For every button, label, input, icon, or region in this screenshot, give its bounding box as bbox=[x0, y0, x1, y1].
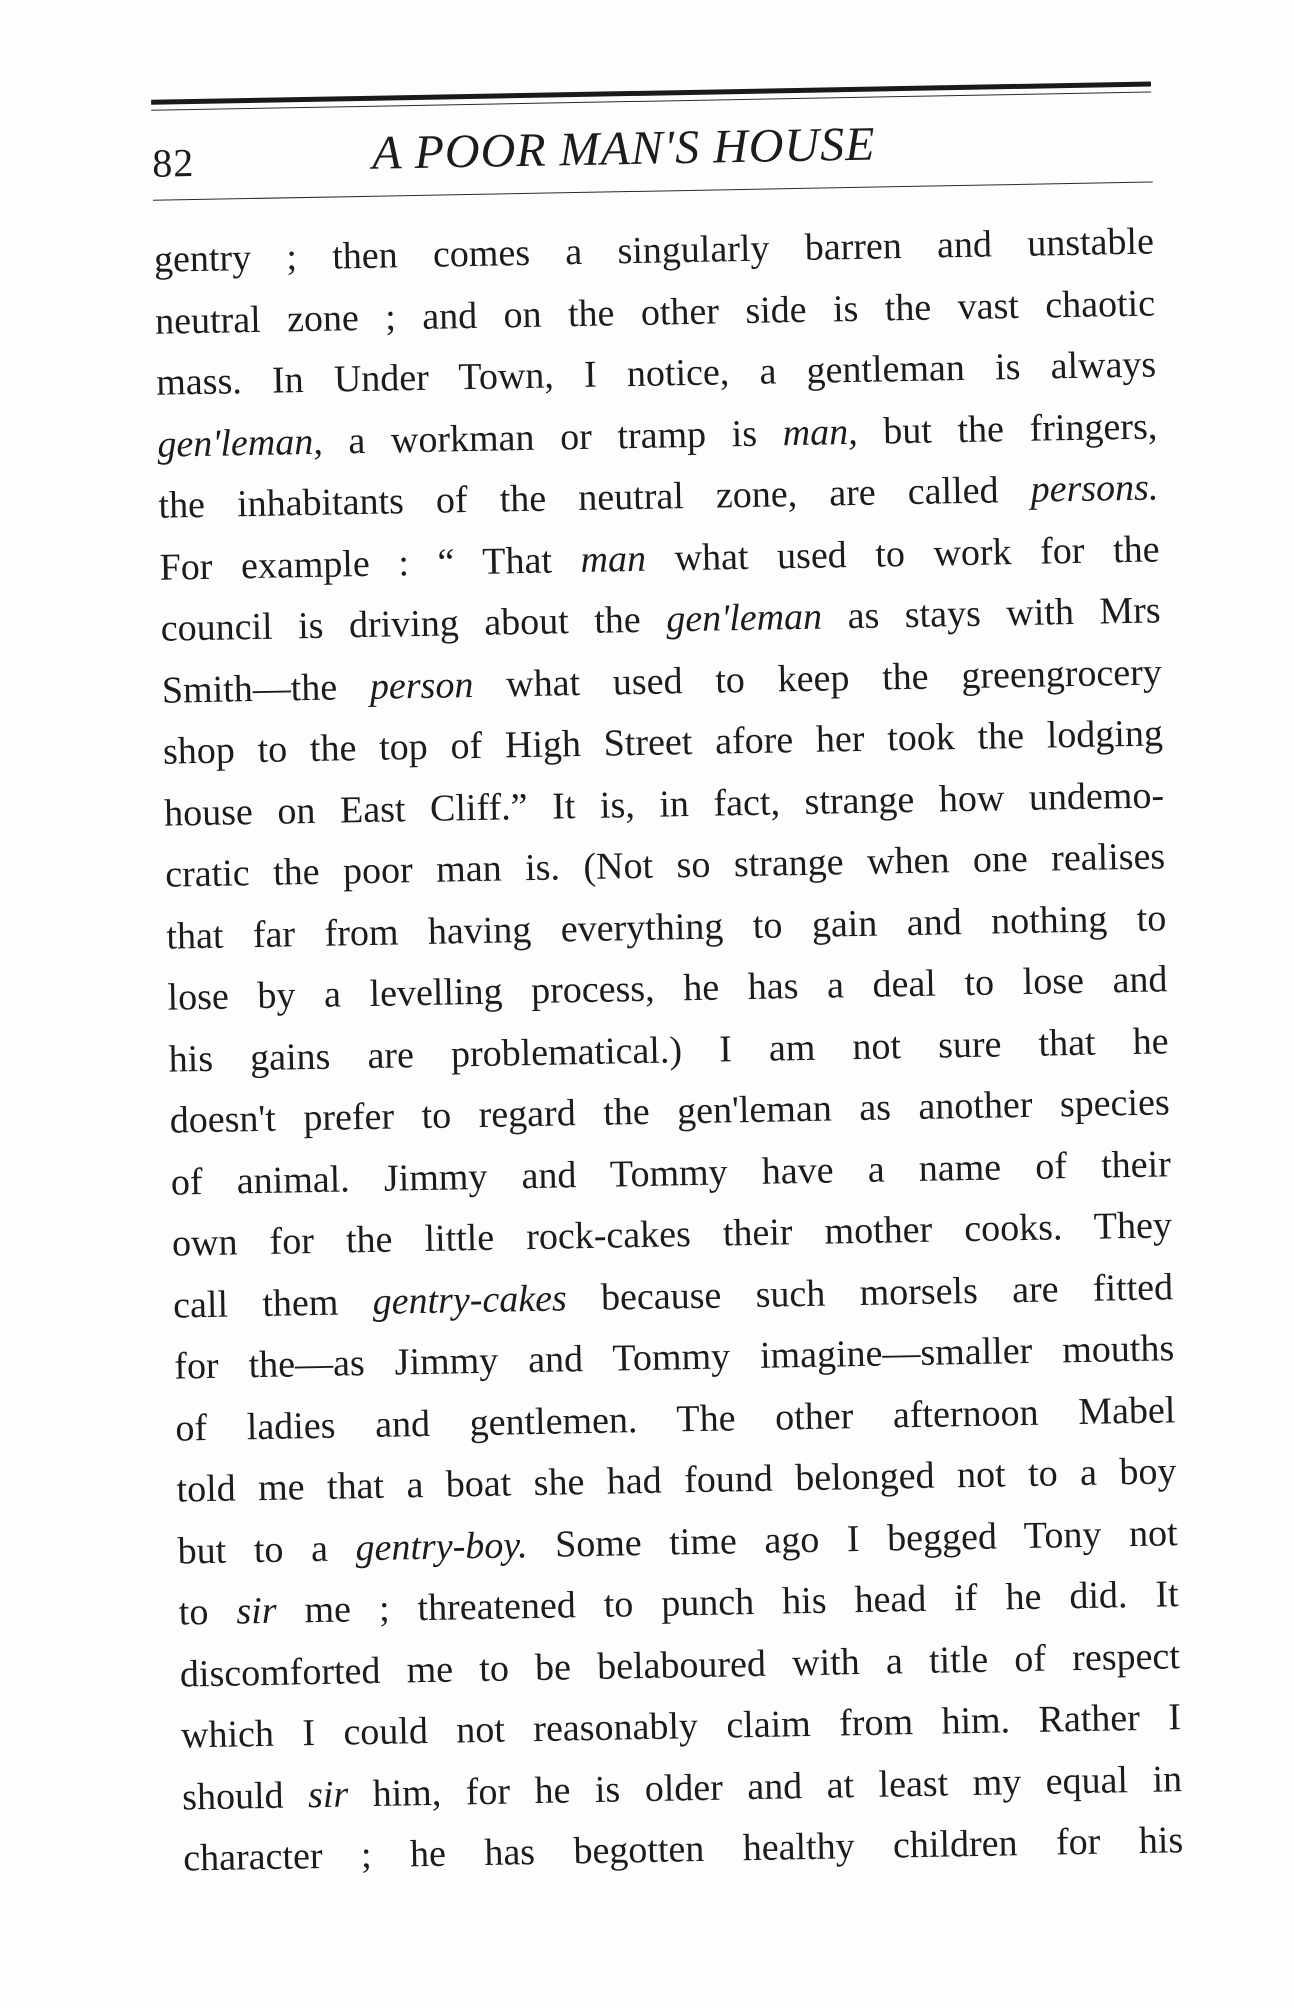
text-run: gentry ; then comes a singularly barren and unstable bbox=[153, 220, 1155, 281]
italic-run: persons. bbox=[1030, 466, 1159, 511]
text-run: as stays with Mrs bbox=[821, 589, 1162, 638]
text-run: told me that a boat she had found belonged not to a boy bbox=[176, 1450, 1177, 1511]
body-text bbox=[153, 211, 1183, 1890]
text-run: discomforted me to be belaboured with a title of respect bbox=[179, 1634, 1181, 1696]
text-run: a workman or tramp is bbox=[322, 411, 784, 463]
italic-run: sir bbox=[236, 1589, 277, 1633]
text-run: what used to work for the bbox=[645, 527, 1160, 580]
text-run: him, for he is older and at least my equal in bbox=[347, 1757, 1183, 1815]
text-run: council is driving about the bbox=[160, 598, 667, 650]
page-header bbox=[152, 111, 1153, 199]
text-run: own for the little rock-cakes their mother cooks. They bbox=[171, 1204, 1173, 1265]
text-run: For example : “ That bbox=[159, 538, 581, 589]
italic-run: sir bbox=[307, 1772, 349, 1816]
italic-run: person bbox=[369, 663, 474, 708]
text-run: Smith—the bbox=[161, 665, 371, 712]
text-run: his gains are problematical.) I am not sure that he bbox=[168, 1019, 1169, 1081]
text-run: mass. In Under Town, I notice, a gentleman is always bbox=[155, 343, 1157, 404]
italic-run: gen'leman, bbox=[157, 420, 324, 466]
text-run: lose by a levelling process, he has a deal to lose and bbox=[167, 958, 1168, 1019]
text-run: cratic the poor man is. (Not so strange when one realises bbox=[164, 835, 1166, 896]
text-run: Some time ago I begged Tony not bbox=[527, 1511, 1178, 1566]
text-run: the inhabitants of the neutral zone, are called bbox=[158, 468, 1032, 527]
page-number: 82 bbox=[151, 140, 195, 186]
italic-run: man, bbox=[782, 410, 859, 454]
text-run: doesn't prefer to regard the gen'leman as another species bbox=[169, 1081, 1171, 1142]
text-run: because such morsels are fitted bbox=[566, 1265, 1174, 1319]
text-run: neutral zone ; and on the other side is the vast chaotic bbox=[154, 281, 1156, 343]
text-run: should bbox=[181, 1773, 309, 1819]
text-run: shop to the top of High Street afore her took the lodging bbox=[162, 712, 1164, 773]
text-run: but to a bbox=[177, 1526, 356, 1573]
text-run: to bbox=[178, 1590, 237, 1634]
text-run: of ladies and gentlemen. The other afternoon Mabel bbox=[175, 1388, 1176, 1450]
text-run: call them bbox=[172, 1280, 374, 1327]
text-run: character ; he has begotten healthy children for his bbox=[182, 1819, 1184, 1880]
italic-run: man bbox=[580, 537, 647, 581]
italic-run: gen'leman bbox=[665, 595, 823, 641]
text-run: that far from having everything to gain and nothing to bbox=[166, 896, 1167, 958]
text-run: which I could not reasonably claim from him. Rather I bbox=[180, 1696, 1182, 1757]
running-title: A POOR MAN'S HOUSE bbox=[371, 117, 876, 180]
italic-run: gentry-cakes bbox=[372, 1276, 568, 1323]
italic-run: gentry-boy. bbox=[355, 1523, 528, 1569]
text-run: for the—as Jimmy and Tommy imagine—smaller mouths bbox=[173, 1327, 1175, 1388]
text-run: me ; threatened to punch his head if he did. It bbox=[276, 1573, 1180, 1632]
text-run: but the fringers, bbox=[857, 404, 1158, 453]
printed-sheet bbox=[140, 21, 1234, 1920]
text-run: house on East Cliff.” It is, in fact, strange how undemo- bbox=[163, 773, 1165, 835]
text-run: what used to keep the greengrocery bbox=[472, 650, 1163, 706]
text-run: of animal. Jimmy and Tommy have a name of their bbox=[170, 1142, 1172, 1204]
